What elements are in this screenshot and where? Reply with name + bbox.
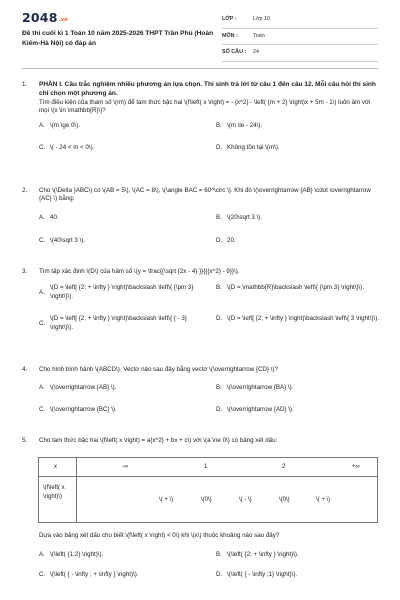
option-text: \( - 24 < m < 0\).: [50, 144, 95, 152]
option-b[interactable]: [216, 551, 299, 559]
option-b[interactable]: [216, 284, 380, 292]
logo-suffix: .vn: [58, 17, 68, 23]
option-d[interactable]: [216, 237, 236, 245]
sign-table-point: +∞: [352, 464, 360, 470]
answer-options: [39, 551, 380, 589]
option-letter: D.: [216, 315, 223, 323]
sign-table-point: 2: [282, 464, 286, 470]
answer-options: [39, 214, 380, 252]
logo-text: 2048: [22, 10, 58, 25]
option-b[interactable]: [216, 122, 262, 130]
option-b[interactable]: [216, 214, 262, 222]
option-text: \(D = \mathbb{R}\backslash \left\{ {\pm 3} \right\}\).: [227, 284, 365, 292]
sign-table-point: -∞: [122, 464, 129, 470]
sign-table-point: 1: [204, 464, 208, 470]
sign-table-sign: \( + \): [316, 497, 331, 503]
option-c[interactable]: [39, 144, 94, 152]
meta-row-subject: [222, 29, 378, 46]
question-text: Cho \(\Delta }ABC\) có \(AB = 5\), \(AC = 8\), \(\angle BAC = 60^\circ \). Khi đó \(\overrightarrow {AB} \cdot \overrightarrow {AC} \) bằng:: [39, 187, 371, 203]
option-text: \(\overrightarrow {AB} \).: [50, 384, 117, 392]
option-text: \(m \ge 0\).: [50, 122, 80, 130]
option-letter: D.: [216, 571, 223, 579]
question-text: Cho tam thức bậc hai \(f\left( x \right) = a{x^2} + bx + c\) với \(a \ne 0\) có bảng xét dấu:: [39, 437, 278, 444]
option-letter: A.: [39, 122, 45, 130]
option-letter: C.: [39, 319, 46, 327]
sign-table: [38, 457, 378, 523]
option-text: \(\left( {1;2} \right)\).: [50, 551, 104, 559]
option-letter: A.: [39, 213, 45, 221]
question-4: [22, 366, 380, 422]
option-text: \(\left( { - \infty ;1} \right)\).: [227, 571, 298, 579]
sign-table-sign: \(0\): [201, 497, 212, 503]
question-text: Tìm tập xác định \(D\) của hàm số \(y = \frac{{\sqrt {2x - 4} }}{{{x^2} - 9}}\).: [39, 268, 240, 275]
option-a[interactable]: [39, 551, 103, 559]
option-text: \(20\sqrt 3 \).: [227, 213, 263, 221]
option-letter: B.: [216, 284, 222, 292]
question-number: 4.: [22, 366, 28, 373]
option-text: \(\overrightarrow {BC} \).: [50, 406, 117, 414]
sign-table-divider: [76, 458, 77, 522]
option-c[interactable]: [39, 571, 139, 579]
sign-table-sign: \(0\): [279, 497, 290, 503]
option-d[interactable]: [216, 144, 280, 152]
option-a[interactable]: [39, 122, 80, 130]
sign-table-x-label: x: [54, 464, 57, 470]
question-number: 5.: [22, 437, 28, 444]
exam-meta-table: [222, 12, 378, 62]
sign-table-sign: \( - \): [239, 497, 252, 503]
question-1: [22, 81, 380, 160]
page-header: [0, 0, 400, 62]
question-text: Tìm điều kiện của tham số \(m\) để tam thức bậc hai \(f\left( x \right) = - {x^2} - \left( {m + 2} \right)x + 5m - 1\) luôn âm với mọi \(x \in \mathbb{R}\)?: [39, 98, 371, 114]
question-5-followup: [22, 532, 380, 589]
document-title: Đề thi cuối kì 1 Toán 10 năm 2025-2026 THPT Trần Phú (Hoàn Kiếm-Hà Nội) có đáp án: [22, 30, 214, 47]
option-letter: C.: [39, 406, 46, 414]
option-c[interactable]: [39, 315, 204, 332]
option-text: \(\overrightarrow {AD} \).: [227, 406, 294, 414]
question-text: Cho hình bình hành \(ABCD\). Vectơ nào sau đây bằng vectơ \(\overrightarrow {CD} \)?: [39, 366, 278, 373]
option-letter: C.: [39, 236, 46, 244]
option-d[interactable]: [216, 406, 294, 414]
option-b[interactable]: [216, 384, 293, 392]
option-letter: D.: [216, 406, 223, 414]
option-text: \(D = \left[ {2; + \infty } \right)\backslash \left\{ {\pm 3} \right\}\).: [50, 284, 194, 300]
meta-label-subject: MÔN :: [222, 32, 238, 39]
option-letter: C.: [39, 571, 46, 579]
header-divider: [22, 68, 378, 69]
option-letter: B.: [216, 384, 222, 392]
option-text: \(\overrightarrow {BA} \).: [227, 384, 294, 392]
option-letter: A.: [39, 551, 45, 559]
question-number: 2.: [22, 187, 28, 194]
option-letter: D.: [216, 236, 223, 244]
option-letter: B.: [216, 551, 222, 559]
option-d[interactable]: [216, 315, 380, 323]
option-letter: A.: [39, 384, 45, 392]
sign-table-sign: \( + \): [159, 497, 174, 503]
meta-label-count: SỐ CÂU :: [222, 49, 247, 56]
question-number: 1.: [22, 81, 28, 88]
option-d[interactable]: [216, 571, 297, 579]
meta-value-count: 24: [253, 49, 259, 56]
sign-table-x-row: [39, 458, 377, 477]
option-text: 20.: [227, 236, 236, 244]
meta-value-class: Lớp 10: [253, 16, 271, 23]
option-text: Không tồn tại \(m\).: [227, 144, 280, 152]
question-number: 3.: [22, 268, 28, 275]
option-text: \(40\sqrt 3 \).: [50, 236, 86, 244]
section-heading: PHẦN I. Câu trắc nghiệm nhiều phương án lựa chọn. Thí sinh trả lời từ câu 1 đến câu 12. Mỗi câu hỏi thí sinh chỉ chọn một phương án.: [39, 81, 376, 97]
option-letter: B.: [216, 122, 222, 130]
option-letter: A.: [39, 288, 45, 296]
question-5: [22, 437, 380, 445]
meta-row-class: [222, 12, 378, 29]
option-text: \(\left( { - \infty ; + \infty } \right)\).: [50, 571, 139, 579]
option-text: \(D = \left[ {2; + \infty } \right)\backslash \left\{ { - 3} \right\}\).: [50, 315, 187, 331]
option-text: \(D = \left[ {2; + \infty } \right)\backslash \left\{ 3 \right\}\).: [227, 315, 380, 323]
option-text: \(\left( {2; + \infty } \right)\).: [227, 551, 299, 559]
question-2: [22, 187, 380, 252]
meta-row-count: [222, 45, 378, 62]
option-letter: C.: [39, 144, 46, 152]
site-logo[interactable]: [22, 10, 68, 27]
option-text: 40.: [50, 213, 59, 221]
option-a[interactable]: [39, 384, 116, 392]
answer-options: [39, 122, 380, 160]
option-c[interactable]: [39, 237, 85, 245]
question-text: Dựa vào bảng xét dấu cho biết \(f\left( x \right) < 0\) khi \(x\) thuộc khoảng nào sau đây?: [39, 532, 280, 539]
meta-label-class: LỚP :: [222, 16, 237, 23]
meta-value-subject: Toán: [253, 32, 265, 39]
option-a[interactable]: [39, 214, 59, 222]
sign-table-f-label: \(f\left( x \right)\): [43, 485, 65, 501]
option-letter: D.: [216, 144, 223, 152]
option-c[interactable]: [39, 406, 117, 414]
option-a[interactable]: [39, 284, 204, 301]
option-letter: B.: [216, 213, 222, 221]
option-text: \(m \le - 24\).: [227, 122, 263, 130]
answer-options: [39, 384, 380, 422]
answer-options: [39, 284, 380, 348]
question-3: [22, 268, 380, 348]
